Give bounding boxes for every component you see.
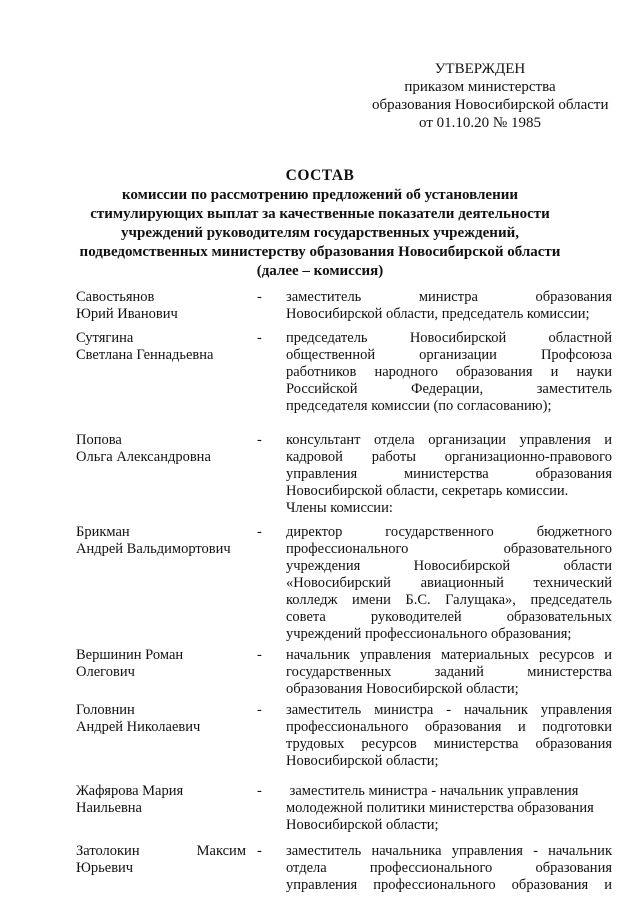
role-line: молодежной политики министерства образования [286,800,594,816]
heading-line-5: (далее – комиссия) [256,263,384,279]
role-line: совета руководителей образовательных [286,609,612,625]
role-line: учреждений профессионального образования; [286,626,572,642]
member-given-names: Светлана Геннадьевна [76,347,214,363]
member-name [76,432,257,466]
role-line: кадровой работы организационно-правового [286,449,612,465]
member-name [76,330,257,364]
role-line: управления профессионального образования и [286,877,612,893]
approval-stamp [372,60,609,132]
member-role [286,843,612,894]
member-surname: Попова [76,432,122,448]
role-line: работников народного образования и науки [286,364,612,380]
member-given-names: Олегович [76,664,135,680]
member-role [286,647,612,698]
separator-dash: - [257,289,262,305]
member-surname: Затолокин [76,843,140,859]
heading-line-4: подведомственных министерству образования Новосибирской области [79,244,561,260]
member-given-names: Ольга Александровна [76,449,211,465]
member-given-names: Андрей Николаевич [76,719,201,735]
member-row [76,647,612,698]
member-role [286,432,612,517]
member-given-names: Юрий Иванович [76,306,178,322]
role-line: заместитель министра образования [286,289,612,305]
member-first-name: Максим [196,843,246,859]
member-row [76,432,612,517]
member-name [76,783,257,817]
role-line: учреждения Новосибирской области [286,558,612,574]
member-surname: Брикман [76,524,130,540]
member-name [76,524,257,558]
heading-line-1: комиссии по рассмотрению предложений об установлении [121,187,519,203]
role-line: заместитель министра - начальник управления [286,783,579,799]
member-name [76,702,257,736]
member-role [286,289,612,323]
heading-line-3: учреждений руководителям государственных учреждений, [121,225,519,241]
member-surname: Сутягина [76,330,134,346]
approval-title: УТВЕРЖДЕН [434,61,526,77]
role-line: Российской Федерации, заместитель [286,381,612,397]
member-name [76,647,257,681]
role-line: государственных заданий министерства [286,664,612,680]
member-row [76,702,612,770]
member-given-names: Наильевна [76,800,142,816]
member-row [76,843,612,894]
role-line: директор государственного бюджетного [286,524,612,540]
separator-dash: - [257,330,262,346]
document-title: СОСТАВ [285,167,355,184]
member-role [286,702,612,770]
separator-dash: - [257,843,262,859]
role-line: отдела профессионального образования [286,860,612,876]
member-name-line [76,843,246,860]
role-line: Новосибирской области; [286,753,439,769]
role-line: колледж имени Б.С. Галущака», председатель [286,592,612,608]
approval-ministry: образования Новосибирской области [372,97,609,113]
member-role [286,330,612,415]
member-role [286,783,612,834]
separator-dash: - [257,647,262,663]
role-line: общественной организации Профсоюза [286,347,612,363]
member-surname: Головнин [76,702,135,718]
member-surname: Жафярова Мария [76,783,184,799]
role-line: Новосибирской области, секретарь комиссии. [286,483,569,499]
role-line: начальник управления материальных ресурсов и [286,647,612,663]
role-line: заместитель начальника управления - начальник [286,843,612,859]
separator-dash: - [257,783,262,799]
role-line: образования Новосибирской области; [286,681,519,697]
document-heading [60,166,580,281]
member-surname: Савостьянов [76,289,155,305]
role-line: Новосибирской области, председатель комиссии; [286,306,590,322]
role-line: трудовых ресурсов министерства образования [286,736,612,752]
commission-roster [76,289,612,911]
role-line: Новосибирской области; [286,817,439,833]
member-patronymic: Юрьевич [76,860,134,876]
member-role [286,524,612,643]
heading-line-2: стимулирующих выплат за качественные показатели деятельности [90,206,550,222]
role-line: «Новосибирский авиационный технический [286,575,612,591]
member-row [76,524,612,643]
member-name [76,289,257,323]
approval-order: приказом министерства [404,79,556,95]
role-line: профессионального образовательного [286,541,612,557]
members-label: Члены комиссии: [286,500,393,516]
role-line: управления министерства образования [286,466,612,482]
role-line: консультант отдела организации управления и [286,432,612,448]
member-row [76,289,612,323]
approval-date: от 01.10.20 № 1985 [419,115,541,131]
role-line: председателя комиссии (по согласованию); [286,398,552,414]
role-line: заместитель министра - начальник управления [286,702,612,718]
member-row [76,330,612,415]
separator-dash: - [257,524,262,540]
member-surname: Вершинин Роман [76,647,184,663]
separator-dash: - [257,702,262,718]
member-name [76,843,257,877]
member-row [76,783,612,834]
member-given-names: Андрей Вальдимортович [76,541,231,557]
role-line: председатель Новосибирской областной [286,330,612,346]
role-line: профессионального образования и подготовки [286,719,612,735]
separator-dash: - [257,432,262,448]
